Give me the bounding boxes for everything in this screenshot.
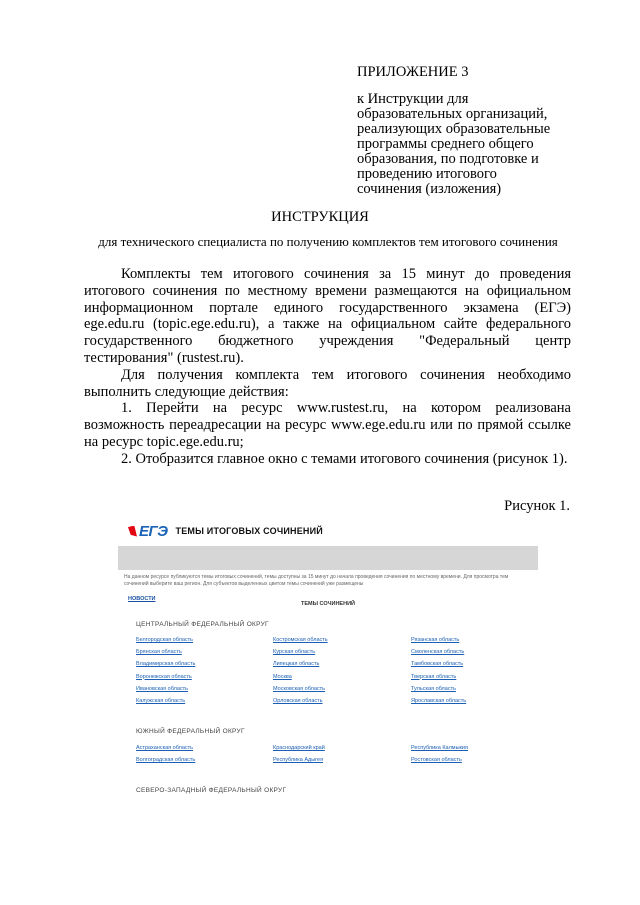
district-heading: ЮЖНЫЙ ФЕДЕРАЛЬНЫЙ ОКРУГ xyxy=(136,728,245,735)
paragraph: 1. Перейти на ресурс www.rustest.ru, на котором реализована возможность переадресации на ресурс www.ege.edu.ru или по прямой ссылке на ресурс topic.ege.edu.ru; xyxy=(84,400,571,450)
news-link[interactable]: НОВОСТИ xyxy=(128,596,156,602)
appendix-line: к Инструкции для xyxy=(357,91,469,107)
district-heading: ЦЕНТРАЛЬНЫЙ ФЕДЕРАЛЬНЫЙ ОКРУГ xyxy=(136,621,269,628)
paragraph: 2. Отобразится главное окно с темами итогового сочинения (рисунок 1). xyxy=(121,450,568,467)
website-screenshot xyxy=(118,516,538,801)
figure-caption: Рисунок 1. xyxy=(504,498,570,514)
appendix-block xyxy=(357,65,587,197)
region-link[interactable]: Курская область xyxy=(273,649,316,656)
paragraph: Комплекты тем итогового сочинения за 15 минут до проведения итогового сочинения по местному времени размещаются на официальном информационном портале единого государственного экзамена (ЕГЭ) ege.edu.ru (topic.ege.edu.ru), а также на официальном сайте федерального государственного бюджетного учреждения "Федеральный центр тестирования" (rustest.ru). xyxy=(84,266,571,366)
region-link[interactable]: Владимирская область xyxy=(136,661,196,668)
region-link[interactable]: Липецкая область xyxy=(273,661,320,668)
region-link[interactable]: Воронежская область xyxy=(136,673,192,680)
region-link[interactable]: Краснодарский край xyxy=(273,745,325,751)
region-link[interactable]: Астраханская область xyxy=(136,745,194,751)
site-banner xyxy=(118,546,538,570)
appendix-heading: ПРИЛОЖЕНИЕ 3 xyxy=(357,64,469,80)
region-link[interactable]: Тульская область xyxy=(411,685,456,692)
appendix-line: образовательных организаций, xyxy=(357,106,548,122)
region-column xyxy=(411,634,466,707)
region-column xyxy=(273,742,325,766)
region-link[interactable]: Костромская область xyxy=(273,637,328,643)
site-intro-text: На данном ресурсе публикуются темы итоговых сочинений, темы доступны за 15 минут до начала проведения сочинения по местному времени. Для просмотра тем сочинений выберите ваш регион. Для субъектов выделенных цветом темы сочинений уже размещены xyxy=(124,574,509,587)
region-link[interactable]: Ярославская область xyxy=(411,698,467,705)
region-link[interactable]: Тверская область xyxy=(411,673,457,680)
region-link[interactable]: Рязанская область xyxy=(411,637,460,643)
appendix-line: программы среднего общего xyxy=(357,136,534,152)
region-link[interactable]: Московская область xyxy=(273,685,326,692)
region-column xyxy=(411,742,468,766)
logo-text: ЕГЭ xyxy=(139,522,168,540)
region-link[interactable]: Волгоградская область xyxy=(136,757,196,764)
region-link[interactable]: Республика Калмыкия xyxy=(411,745,468,751)
region-link[interactable]: Смоленская область xyxy=(411,649,465,656)
region-column xyxy=(136,634,195,707)
site-header xyxy=(128,520,323,542)
region-link[interactable]: Орловская область xyxy=(273,698,323,705)
region-link[interactable]: Республика Адыгея xyxy=(273,757,324,764)
paragraph: Для получения комплекта тем итогового сочинения необходимо выполнить следующие действия: xyxy=(84,366,571,400)
appendix-line: сочинения (изложения) xyxy=(357,181,502,197)
region-column xyxy=(136,742,195,766)
region-link[interactable]: Белгородская область xyxy=(136,637,194,643)
document-subtitle: для технического специалиста по получению комплектов тем итогового сочинения xyxy=(98,234,558,249)
region-link[interactable]: Брянская область xyxy=(136,649,182,656)
region-link[interactable]: Тамбовская область xyxy=(411,661,464,668)
document-title: ИНСТРУКЦИЯ xyxy=(271,209,369,225)
region-link[interactable]: Ростовская область xyxy=(411,757,462,764)
district-heading: СЕВЕРО-ЗАПАДНЫЙ ФЕДЕРАЛЬНЫЙ ОКРУГ xyxy=(136,787,287,794)
region-link[interactable]: Москва xyxy=(273,673,292,680)
ege-logo-icon xyxy=(128,526,137,537)
appendix-line: образования, по подготовке и xyxy=(357,151,539,167)
region-link[interactable]: Калужская область xyxy=(136,698,186,705)
region-column xyxy=(273,634,328,707)
topics-heading: ТЕМЫ СОЧИНЕНИЙ xyxy=(301,601,355,607)
region-link[interactable]: Ивановская область xyxy=(136,685,189,692)
ege-logo xyxy=(128,523,168,540)
appendix-line: проведению итогового xyxy=(357,166,497,182)
body-text xyxy=(84,266,571,468)
site-title: ТЕМЫ ИТОГОВЫХ СОЧИНЕНИЙ xyxy=(175,526,323,536)
appendix-line: реализующих образовательные xyxy=(357,121,551,137)
